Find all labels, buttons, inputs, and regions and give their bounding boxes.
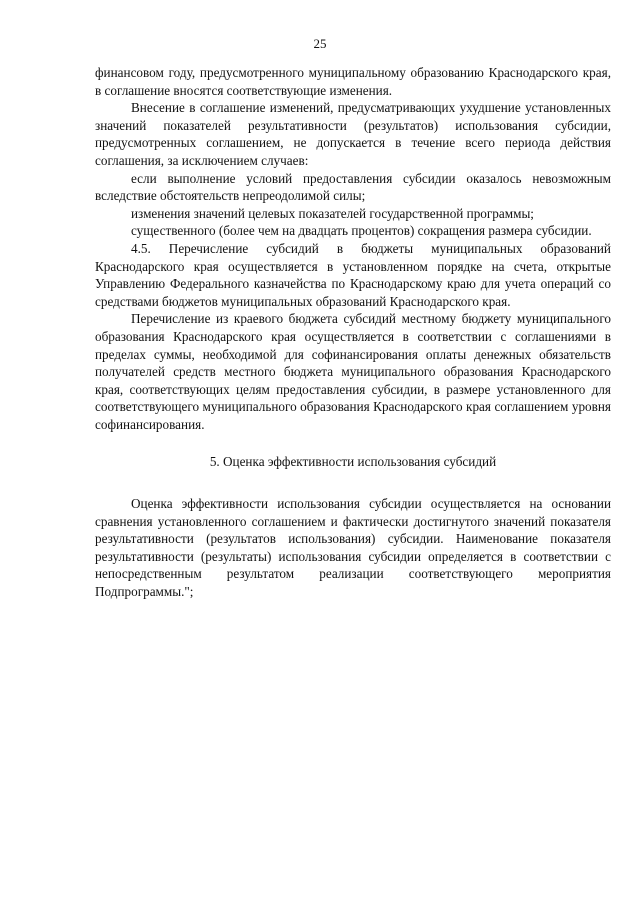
paragraph: Внесение в соглашение изменений, предусматривающих ухудшение установленных значений показателей результативности (результатов) использования субсидии, предусмотренных соглашением, не допускается в течение всего периода действия соглашения, за исключением случаев: xyxy=(95,100,611,168)
section-heading: 5. Оценка эффективности использования субсидий xyxy=(209,454,497,470)
list-item-paragraph: изменения значений целевых показателей государственной программы; xyxy=(131,205,534,221)
paragraph: финансовом году, предусмотренного муниципальному образованию Краснодарского края, в соглашение вносятся соответствующие изменения. xyxy=(95,65,611,98)
paragraph: Оценка эффективности использования субсидии осуществляется на основании сравнения установленного соглашением и фактически достигнутого значений показателя результативности (результатов использования) субсидии. Наименование показателя результативности (результаты) использования субсидии определяется в соответствии с непосредственным результатом реализации соответствующего мероприятия Подпрограммы."; xyxy=(95,496,611,600)
list-item-paragraph: существенного (более чем на двадцать процентов) сокращения размера субсидии. xyxy=(131,223,592,239)
page-number: 25 xyxy=(313,36,327,51)
paragraph-4-5: 4.5. Перечисление субсидий в бюджеты муниципальных образований Краснодарского края осуществляется в установленном порядке на счета, открытые Управлению Федерального казначейства по Краснодарскому краю для учета операций со средствами бюджетов муниципальных образований Краснодарского края. xyxy=(95,240,611,309)
list-item-paragraph: если выполнение условий предоставления субсидии оказалось невозможным вследствие обстоятельств непреодолимой силы; xyxy=(95,170,611,204)
document-body xyxy=(95,64,611,601)
paragraph: Перечисление из краевого бюджета субсидий местному бюджету муниципального образования Краснодарского края осуществляется в соответствии с соглашениями в пределах суммы, необходимой для софинансирования оплаты денежных обязательств получателей средств местного бюджета муниципального образования Краснодарского края, соответствующих целям предоставления субсидии, в размере установленного для соответствующего муниципального образования Краснодарского края соглашением уровня софинансирования. xyxy=(95,311,611,432)
